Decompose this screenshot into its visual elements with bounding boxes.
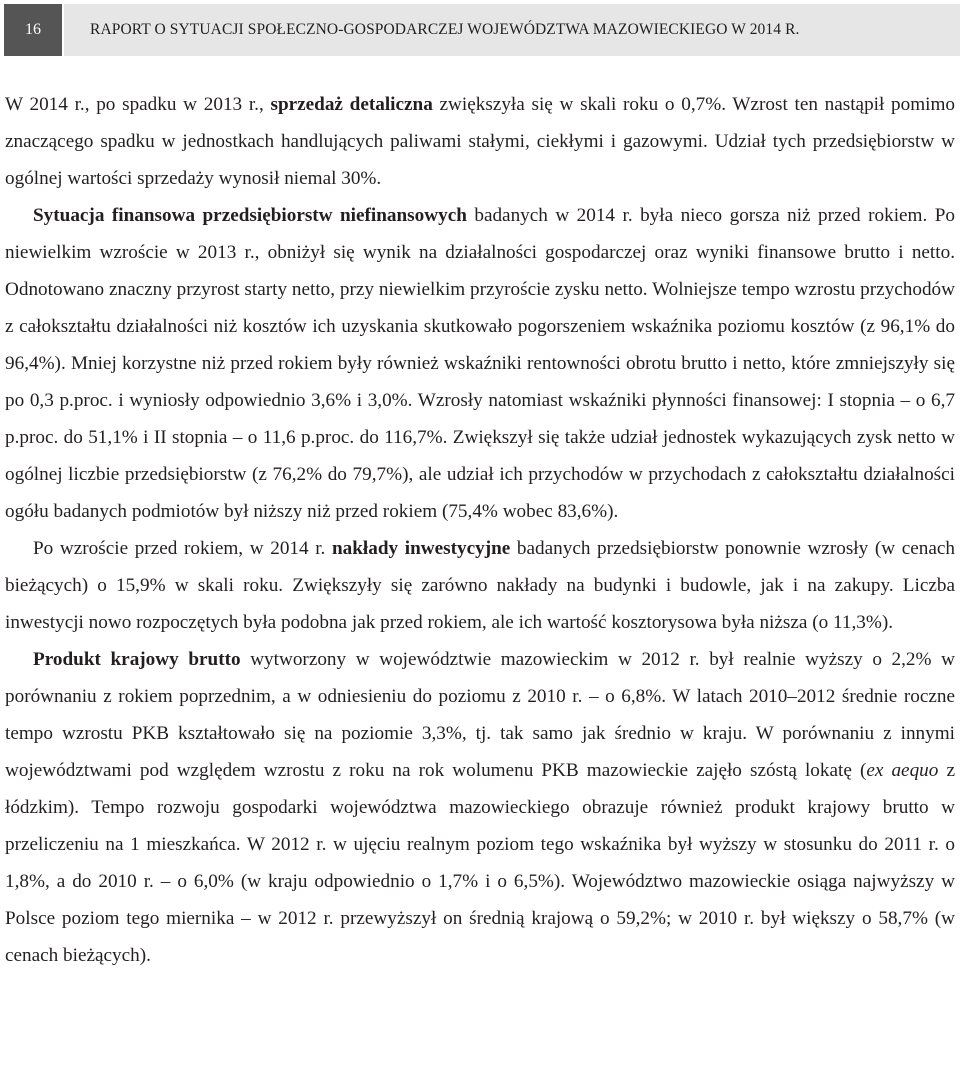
emphasis-gdp: Produkt krajowy brutto [33, 649, 241, 670]
paragraph-text: badanych w 2014 r. była nieco gorsza niż przed rokiem. Po niewielkim wzroście w 2013 r., obniżył się wynik na działalności gospodarczej oraz wyniki finansowe brutto i netto. Odnotowano znaczny przyrost starty netto, przy niewielkim przyroście zysku netto. Wolniejsze tempo wzrostu przychodów z całokształtu działalności niż kosztów ich uzyskania skutkowało pogorszeniem wskaźnika poziomu kosztów (z 96,1% do 96,4%). Mniej korzystne niż przed rokiem były również wskaźniki rentowności obrotu brutto i netto, które zmniejszyły się po 0,3 p.proc. i wyniosły odpowiednio 3,6% i 3,0%. Wzrosły natomiast wskaźniki płynności finansowej: I stopnia – o 6,7 p.proc. do 51,1% i II stopnia – o 11,6 p.proc. do 116,7%. Zwiększył się także udział jednostek wykazujących zysk netto w ogólnej liczbie przedsiębiorstw (z 76,2% do 79,7%), ale udział ich przychodów w przychodach z całokształtu działalności ogółu badanych podmiotów był niższy niż przed rokiem (75,4% wobec 83,6%). [5, 205, 955, 522]
paragraph-text: z łódzkim). Tempo rozwoju gospodarki województwa mazowieckiego obrazuje również produkt krajowy brutto w przeliczeniu na 1 mieszkańca. W 2012 r. w ujęciu realnym poziom tego wskaźnika był wyższy w stosunku do 2011 r. o 1,8%, a do 2010 r. – o 6,0% (w kraju odpowiednio o 1,7% i o 6,5%). Województwo mazowieckie osiąga najwyższy w Polsce poziom tego miernika – w 2012 r. przewyższył on średnią krajową o 59,2%; w 2010 r. był większy o 58,7% (w cenach bieżących). [5, 760, 955, 966]
paragraph-text: Po wzroście przed rokiem, w 2014 r. [33, 538, 332, 559]
paragraph-text: badanych przedsiębiorstw ponownie wzrosły (w cenach bieżących) o 15,9% w skali roku. Zwiększyły się zarówno nakłady na budynki i budowle, jak i na zakupy. Liczba inwestycji nowo rozpoczętych była podobna jak przed rokiem, ale ich wartość kosztorysowa była niższa (o 11,3%). [5, 538, 955, 633]
paragraph-investment [5, 530, 955, 641]
paragraph-retail-sales [5, 86, 955, 197]
emphasis-retail-sales: sprzedaż detaliczna [270, 94, 433, 115]
paragraph-text: zwiększyła się w skali roku o 0,7%. Wzrost ten nastąpił pomimo znaczącego spadku w jednostkach handlujących paliwami stałymi, ciekłymi i gazowymi. Udział tych przedsiębiorstw w ogólnej wartości sprzedaży wynosił niemal 30%. [5, 94, 955, 189]
paragraph-gdp [5, 641, 955, 974]
paragraph-text: W 2014 r., po spadku w 2013 r., [5, 94, 271, 115]
running-title: RAPORT O SYTUACJI SPOŁECZNO-GOSPODARCZEJ WOJEWÓDZTWA MAZOWIECKIEGO W 2014 R. [90, 21, 800, 38]
italic-ex-aequo: ex aequo [866, 760, 939, 781]
page-number: 16 [4, 4, 62, 56]
paragraph-financial-situation [5, 197, 955, 530]
page-header [0, 0, 960, 58]
emphasis-financial-situation: Sytuacja finansowa przedsiębiorstw niefinansowych [33, 205, 467, 226]
page-body [5, 86, 955, 974]
emphasis-investment: nakłady inwestycyjne [332, 538, 511, 559]
paragraph-text: wytworzony w województwie mazowieckim w 2012 r. był realnie wyższy o 2,2% w porównaniu z rokiem poprzednim, a w odniesieniu do poziomu z 2010 r. – o 6,8%. W latach 2010–2012 średnie roczne tempo wzrostu PKB kształtowało się na poziomie 3,3%, tj. tak samo jak średnio w kraju. W porównaniu z innymi województwami pod względem wzrostu z roku na rok wolumenu PKB mazowieckie zajęło szóstą lokatę ( [5, 649, 955, 781]
